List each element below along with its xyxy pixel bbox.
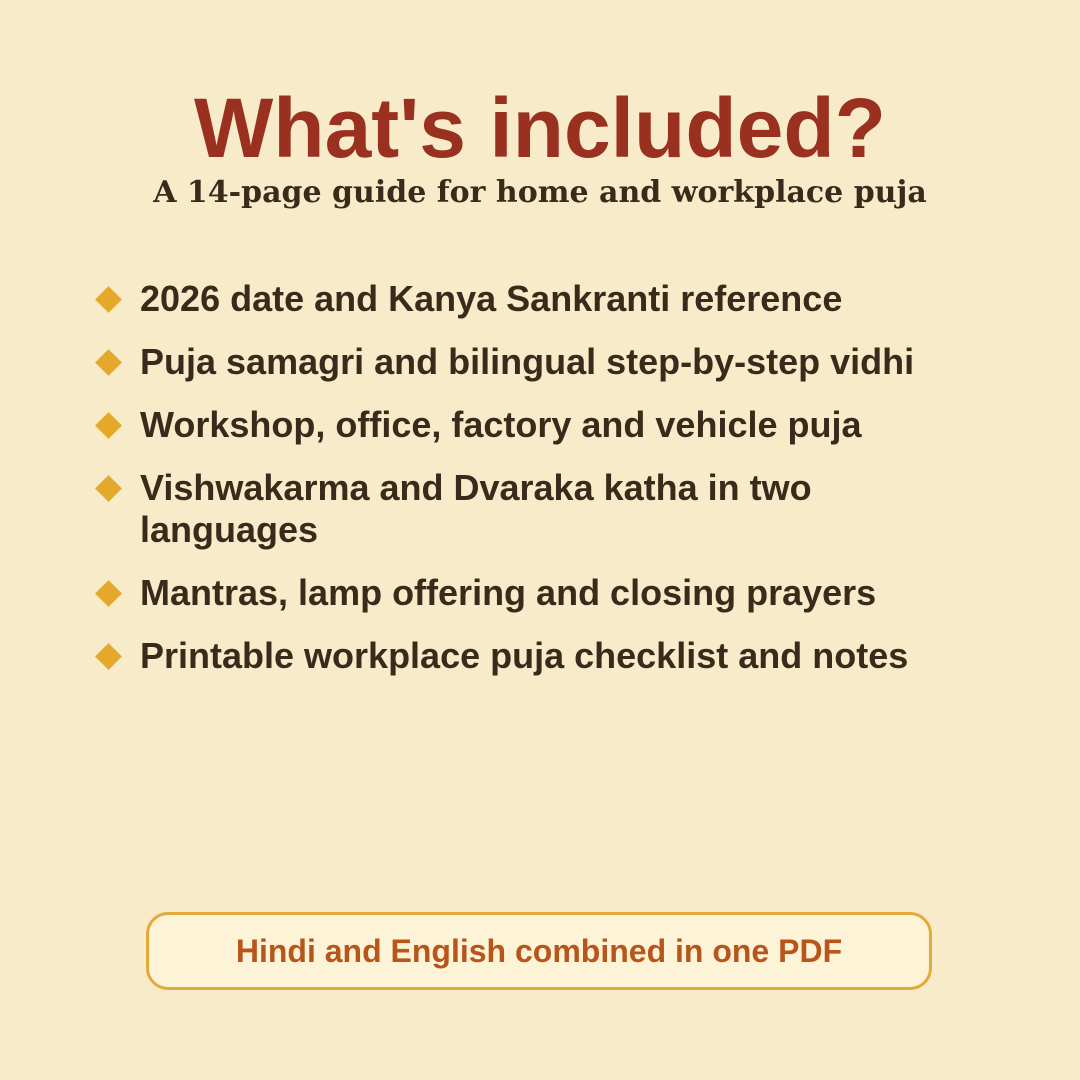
list-item xyxy=(94,635,994,677)
diamond-bullet-icon xyxy=(95,643,122,670)
list-item-label: Workshop, office, factory and vehicle puja xyxy=(140,404,862,445)
list-item-label: Vishwakarma and Dvaraka katha in two languages xyxy=(140,467,812,550)
list-item xyxy=(94,278,994,320)
list-item xyxy=(94,572,994,614)
list-item xyxy=(94,341,994,383)
list-item-label: 2026 date and Kanya Sankranti reference xyxy=(140,278,843,319)
list-item xyxy=(94,404,994,446)
page-subtitle: A 14-page guide for home and workplace puja xyxy=(153,175,927,210)
list-item-label: Puja samagri and bilingual step-by-step vidhi xyxy=(140,341,915,382)
diamond-bullet-icon xyxy=(95,580,122,607)
diamond-bullet-icon xyxy=(95,412,122,439)
list-item-label: Mantras, lamp offering and closing prayers xyxy=(140,572,877,613)
diamond-bullet-icon xyxy=(95,475,122,502)
diamond-bullet-icon xyxy=(95,286,122,313)
language-badge: Hindi and English combined in one PDF xyxy=(146,912,932,990)
page-title: What's included? xyxy=(194,81,886,175)
list-item-label: Printable workplace puja checklist and notes xyxy=(140,635,909,676)
feature-list xyxy=(94,278,994,698)
diamond-bullet-icon xyxy=(95,349,122,376)
list-item xyxy=(94,467,994,551)
